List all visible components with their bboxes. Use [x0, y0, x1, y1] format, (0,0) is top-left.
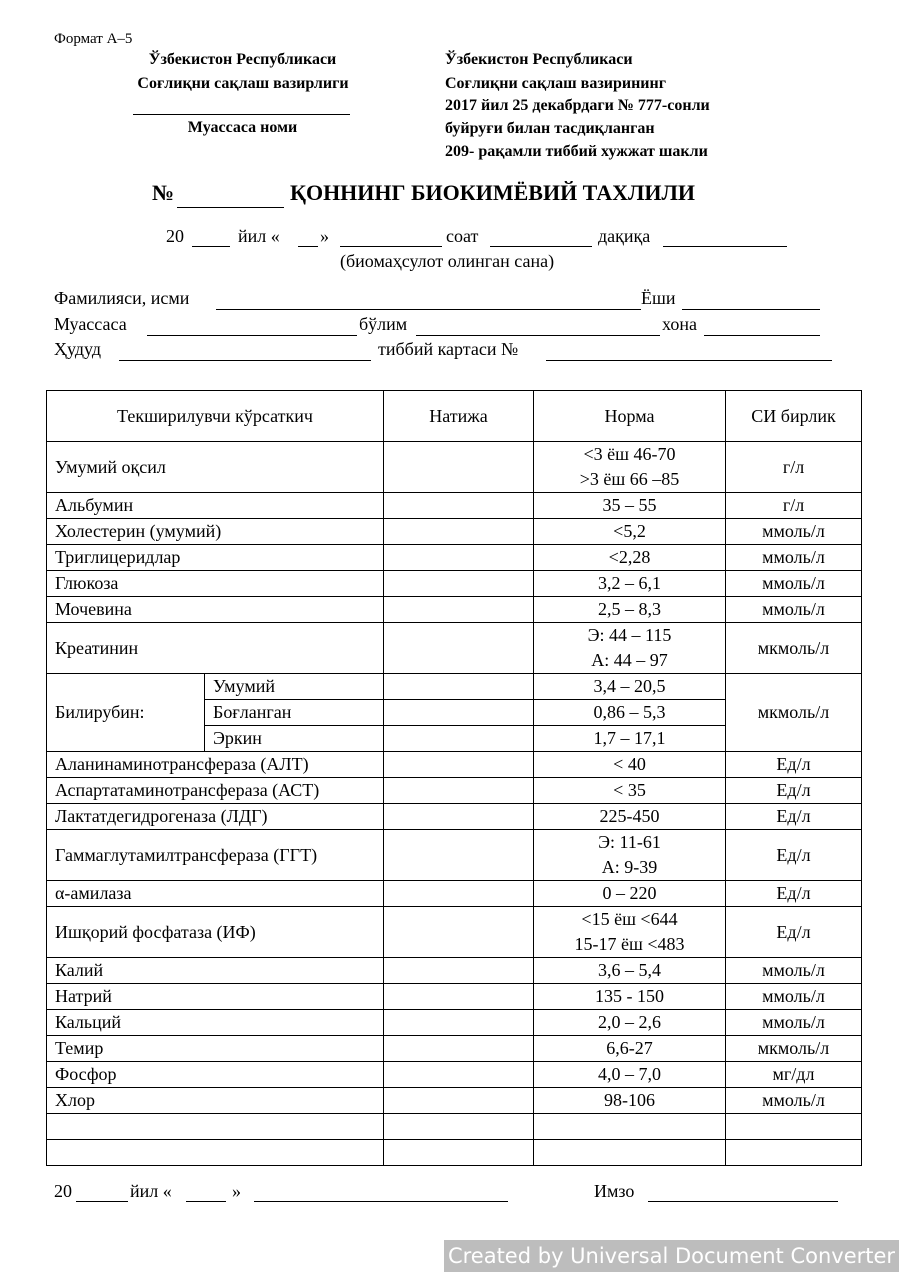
room-field[interactable] — [704, 335, 820, 336]
result-cell[interactable] — [384, 545, 534, 571]
table-row — [47, 1062, 862, 1088]
result-cell[interactable] — [384, 519, 534, 545]
norm-cell — [534, 519, 726, 545]
result-cell[interactable] — [384, 804, 534, 830]
date-century: 20 — [166, 226, 184, 246]
institution-label: Муассаса — [54, 314, 127, 334]
name-label: Фамилияси, исми — [54, 288, 190, 308]
page-title: ҚОННИНГ БИОКИМЁВИЙ ТАХЛИЛИ — [290, 180, 696, 205]
norm-value: А: 44 – 97 — [591, 650, 668, 670]
department-label: бўлим — [359, 314, 408, 334]
table-row — [47, 1088, 862, 1114]
norm-value: 225-450 — [599, 806, 660, 826]
medical-card-label: тиббий картаси № — [378, 339, 519, 359]
date-day-field[interactable] — [298, 246, 318, 247]
indicator-name: Лактатдегидрогеназа (ЛДГ) — [47, 804, 384, 830]
norm-cell — [534, 545, 726, 571]
minute-label: дақиқа — [598, 226, 651, 246]
result-cell[interactable] — [384, 881, 534, 907]
empty-indicator-cell[interactable] — [47, 1114, 384, 1140]
empty-norm-cell[interactable] — [534, 1140, 726, 1166]
unit-cell: ммоль/л — [726, 571, 862, 597]
norm-cell — [534, 958, 726, 984]
norm-value: 98-106 — [604, 1090, 655, 1110]
footer-year-label: йил « — [130, 1181, 172, 1201]
norm-cell: 1,7 – 17,1 — [534, 726, 726, 752]
norm-cell — [534, 984, 726, 1010]
hour-field[interactable] — [490, 246, 592, 247]
indicator-name: Холестерин (умумий) — [47, 519, 384, 545]
result-cell[interactable] — [384, 571, 534, 597]
indicator-name: Гаммаглутамилтрансфераза (ГГТ) — [47, 830, 384, 881]
footer-year-field[interactable] — [76, 1201, 128, 1202]
unit-cell: Ед/л — [726, 804, 862, 830]
norm-cell: 3,4 – 20,5 — [534, 674, 726, 700]
result-cell[interactable] — [384, 907, 534, 958]
unit-cell: ммоль/л — [726, 1088, 862, 1114]
indicator-name: Аспартатаминотрансфераза (АСТ) — [47, 778, 384, 804]
table-row — [47, 778, 862, 804]
norm-value: <3 ёш 46-70 — [583, 444, 676, 464]
date-quote-close: » — [320, 226, 329, 246]
norm-value: Э: 44 – 115 — [587, 625, 672, 645]
header-indicator: Текширилувчи кўрсаткич — [47, 391, 384, 442]
norm-cell — [534, 1088, 726, 1114]
indicator-name: Триглицеридлар — [47, 545, 384, 571]
date-note: (биомаҳсулот олинган сана) — [340, 251, 555, 271]
right-header-line5: 209- рақамли тиббий хужжат шакли — [445, 143, 708, 160]
norm-value: Э: 11-61 — [598, 832, 661, 852]
indicator-name: Хлор — [47, 1088, 384, 1114]
result-cell[interactable] — [384, 752, 534, 778]
norm-value: А: 9-39 — [601, 857, 658, 877]
age-field[interactable] — [682, 309, 820, 310]
result-cell[interactable] — [384, 1062, 534, 1088]
norm-value: < 35 — [613, 780, 646, 800]
unit-cell: мг/дл — [726, 1062, 862, 1088]
empty-norm-cell[interactable] — [534, 1114, 726, 1140]
unit-cell: Ед/л — [726, 881, 862, 907]
right-header-line1: Ўзбекистон Республикаси — [445, 51, 633, 68]
norm-cell — [534, 571, 726, 597]
empty-result-cell[interactable] — [384, 1140, 534, 1166]
unit-cell: ммоль/л — [726, 597, 862, 623]
result-cell[interactable] — [384, 1036, 534, 1062]
table-row — [47, 1036, 862, 1062]
hour-label: соат — [446, 226, 479, 246]
table-row — [47, 519, 862, 545]
indicator-name: Натрий — [47, 984, 384, 1010]
right-header-line4: буйруғи билан тасдиқланган — [445, 120, 655, 137]
table-row-bilirubin — [47, 674, 862, 700]
result-cell[interactable] — [384, 674, 534, 700]
norm-value: <15 ёш <644 — [581, 909, 678, 929]
unit-cell: Ед/л — [726, 907, 862, 958]
norm-cell — [534, 493, 726, 519]
date-year-field[interactable] — [192, 246, 230, 247]
indicator-name: Креатинин — [47, 623, 384, 674]
biochemistry-table — [46, 390, 862, 1166]
norm-cell — [534, 1036, 726, 1062]
empty-result-cell[interactable] — [384, 1114, 534, 1140]
bilirubin-label: Билирубин: — [47, 674, 205, 752]
age-label: Ёши — [641, 288, 676, 308]
norm-cell — [534, 881, 726, 907]
medical-card-field[interactable] — [546, 360, 832, 361]
table-row — [47, 493, 862, 519]
table-row — [47, 1010, 862, 1036]
left-header-line1: Ўзбекистон Республикаси — [148, 51, 337, 68]
header-result: Натижа — [384, 391, 534, 442]
norm-value: 4,0 – 7,0 — [598, 1064, 661, 1084]
bilirubin-sub-name: Боғланган — [205, 700, 384, 726]
unit-cell: мкмоль/л — [726, 623, 862, 674]
norm-cell — [534, 778, 726, 804]
result-cell[interactable] — [384, 597, 534, 623]
unit-cell: ммоль/л — [726, 958, 862, 984]
institution-field[interactable] — [147, 335, 357, 336]
result-cell[interactable] — [384, 1088, 534, 1114]
region-label: Ҳудуд — [54, 339, 102, 359]
norm-value: <2,28 — [608, 547, 651, 567]
minute-field[interactable] — [663, 246, 787, 247]
date-year-label: йил « — [238, 226, 280, 246]
norm-value: 15-17 ёш <483 — [574, 934, 685, 954]
indicator-name: Темир — [47, 1036, 384, 1062]
norm-value: <5,2 — [613, 521, 646, 541]
indicator-name: Умумий оқсил — [47, 442, 384, 493]
unit-cell: ммоль/л — [726, 984, 862, 1010]
bilirubin-sub-name: Эркин — [205, 726, 384, 752]
table-row — [47, 752, 862, 778]
title-number-field[interactable] — [177, 207, 284, 208]
norm-cell — [534, 597, 726, 623]
norm-cell — [534, 907, 726, 958]
header-unit: СИ бирлик — [726, 391, 862, 442]
indicator-name: Ишқорий фосфатаза (ИФ) — [47, 907, 384, 958]
footer-century: 20 — [54, 1181, 72, 1201]
result-cell[interactable] — [384, 493, 534, 519]
table-row — [47, 571, 862, 597]
unit-cell: мкмоль/л — [726, 674, 862, 752]
table-row — [47, 984, 862, 1010]
norm-cell — [534, 752, 726, 778]
result-cell[interactable] — [384, 726, 534, 752]
result-cell[interactable] — [384, 778, 534, 804]
indicator-name: Мочевина — [47, 597, 384, 623]
signature-label: Имзо — [594, 1181, 635, 1201]
signature-field[interactable] — [648, 1201, 838, 1202]
room-label: хона — [662, 314, 697, 334]
footer-month-field[interactable] — [254, 1201, 508, 1202]
table-row — [47, 804, 862, 830]
unit-cell: г/л — [726, 442, 862, 493]
norm-cell — [534, 1062, 726, 1088]
norm-value: 2,5 – 8,3 — [598, 599, 661, 619]
unit-cell: г/л — [726, 493, 862, 519]
empty-unit-cell[interactable] — [726, 1140, 862, 1166]
norm-cell — [534, 1010, 726, 1036]
norm-value: 2,0 – 2,6 — [598, 1012, 661, 1032]
right-header-line3: 2017 йил 25 декабрдаги № 777-сонли — [445, 97, 710, 114]
format-label: Формат А–5 — [54, 31, 133, 47]
table-row — [47, 907, 862, 958]
norm-cell — [534, 804, 726, 830]
footer-quote-close: » — [232, 1181, 241, 1201]
indicator-name: Кальций — [47, 1010, 384, 1036]
indicator-name: Альбумин — [47, 493, 384, 519]
norm-value: 3,6 – 5,4 — [598, 960, 661, 980]
table-header-row — [47, 391, 862, 442]
table-row — [47, 597, 862, 623]
unit-cell: Ед/л — [726, 752, 862, 778]
unit-cell: Ед/л — [726, 830, 862, 881]
result-cell[interactable] — [384, 700, 534, 726]
table-row — [47, 623, 862, 674]
unit-cell: ммоль/л — [726, 519, 862, 545]
indicator-name: α-амилаза — [47, 881, 384, 907]
norm-value: >3 ёш 66 –85 — [579, 469, 680, 489]
table-row — [47, 958, 862, 984]
norm-value: 35 – 55 — [602, 495, 657, 515]
result-cell[interactable] — [384, 958, 534, 984]
unit-cell: ммоль/л — [726, 1010, 862, 1036]
norm-value: 3,2 – 6,1 — [598, 573, 661, 593]
header-norm: Норма — [534, 391, 726, 442]
indicator-name: Аланинаминотрансфераза (АЛТ) — [47, 752, 384, 778]
name-field[interactable] — [216, 309, 641, 310]
table-row-empty — [47, 1114, 862, 1140]
norm-cell — [534, 623, 726, 674]
table-row — [47, 881, 862, 907]
unit-cell: Ед/л — [726, 778, 862, 804]
result-cell[interactable] — [384, 442, 534, 493]
institution-name-label: Муассаса номи — [187, 119, 298, 136]
right-header-line2: Соғлиқни сақлаш вазирининг — [445, 75, 666, 92]
region-field[interactable] — [119, 360, 371, 361]
norm-value: 0 – 220 — [602, 883, 657, 903]
table-row — [47, 545, 862, 571]
indicator-name: Калий — [47, 958, 384, 984]
table-row — [47, 830, 862, 881]
norm-value: 135 - 150 — [595, 986, 664, 1006]
table-row-empty — [47, 1140, 862, 1166]
date-month-field[interactable] — [340, 246, 442, 247]
empty-indicator-cell[interactable] — [47, 1140, 384, 1166]
department-field[interactable] — [416, 335, 660, 336]
result-cell[interactable] — [384, 623, 534, 674]
institution-name-line — [133, 114, 350, 115]
norm-cell: 0,86 – 5,3 — [534, 700, 726, 726]
title-number-sign: № — [152, 180, 175, 205]
bilirubin-sub-name: Умумий — [205, 674, 384, 700]
norm-value: 6,6-27 — [606, 1038, 653, 1058]
norm-value: < 40 — [613, 754, 646, 774]
norm-cell — [534, 442, 726, 493]
empty-unit-cell[interactable] — [726, 1114, 862, 1140]
unit-cell: мкмоль/л — [726, 1036, 862, 1062]
table-row — [47, 442, 862, 493]
unit-cell: ммоль/л — [726, 545, 862, 571]
left-header-line2: Соғлиқни сақлаш вазирлиги — [137, 75, 349, 92]
footer-day-field[interactable] — [186, 1201, 226, 1202]
result-cell[interactable] — [384, 1010, 534, 1036]
result-cell[interactable] — [384, 830, 534, 881]
norm-cell — [534, 830, 726, 881]
result-cell[interactable] — [384, 984, 534, 1010]
watermark: Created by Universal Document Converter — [444, 1240, 899, 1272]
indicator-name: Фосфор — [47, 1062, 384, 1088]
indicator-name: Глюкоза — [47, 571, 384, 597]
